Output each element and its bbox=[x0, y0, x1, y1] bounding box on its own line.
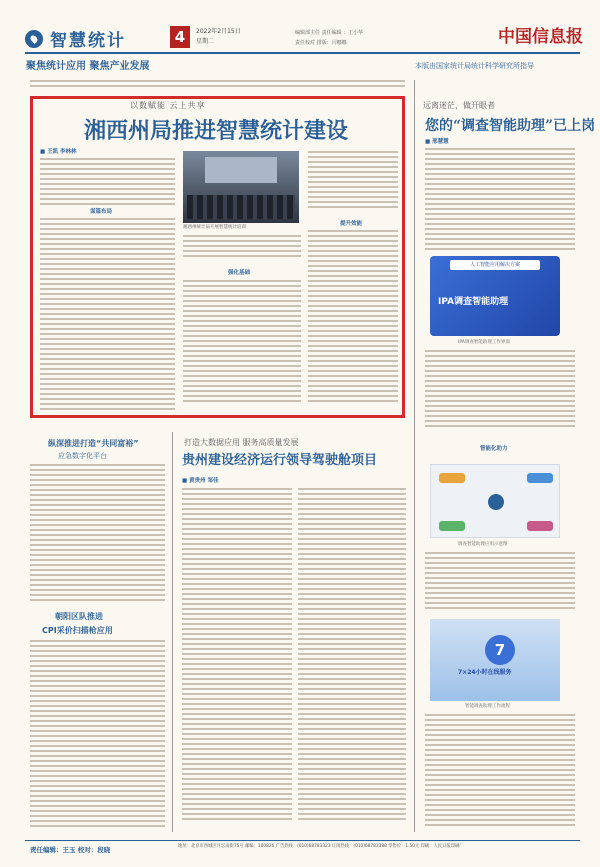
service-number: 7 bbox=[485, 635, 515, 665]
issue-weekday: 星期二 bbox=[196, 38, 215, 45]
photo-caption: 湘西州统计局开展智慧统计培训 bbox=[183, 225, 246, 230]
right-article-body bbox=[425, 350, 575, 430]
graphic-label: 人工智能应用解决方案 bbox=[450, 260, 540, 270]
assistant-graphic bbox=[430, 256, 560, 336]
center-article-body bbox=[182, 488, 292, 823]
right-article-body bbox=[425, 552, 575, 612]
guidance-note: 本版由国家统计局统计科学研究所指导 bbox=[415, 62, 534, 70]
article-body-column bbox=[40, 218, 175, 413]
center-article-kicker: 打造大数据应用 服务高质量发展 bbox=[184, 438, 299, 447]
right-article-headline[interactable]: 您的“调查智能助理”已上岗 bbox=[425, 118, 596, 134]
newspaper-logo: 中国信息报 bbox=[498, 27, 583, 47]
footer-divider bbox=[25, 840, 580, 841]
article-subhead: 强化基础 bbox=[228, 270, 251, 276]
service-graphic bbox=[430, 619, 560, 701]
article-photo bbox=[183, 151, 299, 223]
left-article-subhead: 应急数字化平台 bbox=[58, 452, 107, 460]
right-article-kicker: 远离迷茫，做开眼者 bbox=[423, 101, 495, 110]
article-headline[interactable]: 湘西州局推进智慧统计建设 bbox=[84, 118, 349, 144]
masthead bbox=[0, 0, 600, 58]
text-block bbox=[30, 80, 405, 90]
article-body-column bbox=[183, 235, 301, 260]
article-body-column bbox=[308, 151, 398, 211]
center-article-byline: ■ 黄贵州 邹佳 bbox=[182, 478, 219, 484]
section-title: 智慧统计 bbox=[50, 31, 126, 51]
right-article-body bbox=[425, 148, 575, 253]
column-divider bbox=[172, 432, 173, 832]
article-subhead: 谋篇布局 bbox=[90, 209, 113, 215]
right-subhead: 智能化助力 bbox=[480, 446, 508, 452]
graphic-title: IPA调查智能助理 bbox=[438, 297, 509, 307]
diagram-node bbox=[439, 473, 465, 483]
location-pin-icon bbox=[25, 30, 43, 48]
hub-node bbox=[488, 494, 504, 510]
article-kicker: 以数赋能 云上共享 bbox=[130, 101, 206, 110]
staff-line: 责任校对 排版：闫娜娜 bbox=[295, 39, 347, 46]
meeting-attendees bbox=[187, 195, 295, 219]
center-article-body bbox=[298, 488, 406, 823]
network-diagram bbox=[430, 464, 560, 538]
cpi-article-headline[interactable]: 朝阳区队推进 bbox=[55, 612, 103, 621]
masthead-divider bbox=[25, 52, 580, 54]
footer-info: 地址：北京市西城区月坛南街75号 邮编：100826 广告热线：(010)68783323 订阅热线：(010)68783388 零售价：1.50元 印刷：人民日报印刷厂 bbox=[178, 844, 464, 849]
projection-screen bbox=[205, 157, 277, 183]
right-article-byline: ■ 邢慧慧 bbox=[425, 139, 449, 145]
issue-date: 2022年2月15日 bbox=[196, 28, 241, 35]
diagram-node bbox=[439, 521, 465, 531]
figure-caption: IPA调查智能助理工作界面 bbox=[458, 340, 510, 345]
article-byline: ■ 王凯 李林林 bbox=[40, 149, 77, 155]
article-body-column bbox=[183, 280, 301, 405]
article-body-column bbox=[308, 230, 398, 405]
staff-credits bbox=[295, 30, 475, 50]
service-text: 7×24小时在线服务 bbox=[458, 669, 512, 676]
figure-caption: 调查智能助理应用示意图 bbox=[458, 542, 508, 547]
diagram-node bbox=[527, 521, 553, 531]
section-tagline: 聚焦统计应用 聚焦产业发展 bbox=[26, 61, 150, 72]
left-article-body bbox=[30, 464, 165, 604]
article-subhead: 提升效能 bbox=[340, 221, 363, 227]
figure-caption: 智能调查助理工作流程 bbox=[465, 704, 510, 709]
article-body-column bbox=[40, 158, 175, 208]
page-number: 4 bbox=[170, 26, 190, 48]
center-article-headline[interactable]: 贵州建设经济运行领导驾驶舱项目 bbox=[182, 453, 378, 468]
column-divider bbox=[414, 80, 415, 832]
left-article-headline[interactable]: 纵深推进打造“共同富裕” bbox=[48, 439, 139, 448]
staff-line: 编辑部主任 责任编辑 ：王小华 bbox=[295, 30, 364, 36]
cpi-article-subhead: CPI采价扫描枪应用 bbox=[42, 626, 113, 635]
right-article-body bbox=[425, 714, 575, 829]
footer-editors: 责任编辑：王玉 校对：段晓 bbox=[30, 846, 111, 854]
diagram-node bbox=[527, 473, 553, 483]
cpi-article-body bbox=[30, 640, 165, 830]
